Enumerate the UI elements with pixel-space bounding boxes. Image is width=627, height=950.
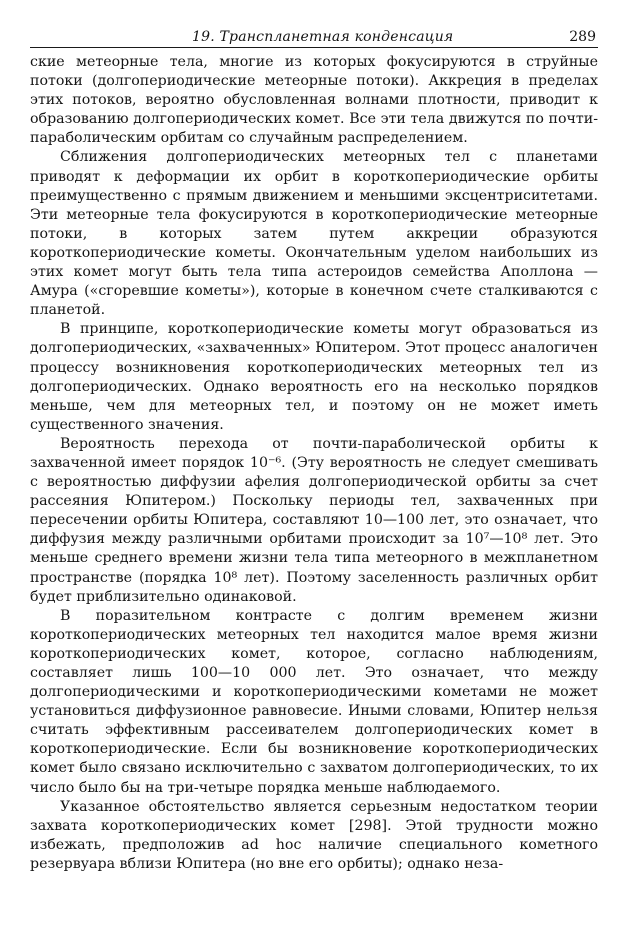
paragraph-6: Указанное обстоятельство является серьезным недостатком теории захвата короткопериодических комет [298]. Этой трудности можно избежать, предположив ad hoc наличие специального кометного резервуара вблизи Юпитера (но вне его орбиты); однако неза- <box>30 798 598 872</box>
paragraph-5: В поразительном контрасте с долгим временем жизни короткопериодических метеорных тел находится малое время жизни короткопериодических комет, которое, согласно наблюдениям, составляет лишь 100—10 000 лет. Это означает, что между долгопериодическими и короткопериодическими кометами не может установиться диффузионное равновесие. Иными словами, Юпитер нельзя считать эффективным рассеивателем долгопериодических комет в короткопериодические. Если бы возникновение короткопериодических комет было связано исключительно с захватом долгопериодических, то их число было бы на три-четыре порядка меньше наблюдаемого. <box>30 607 598 796</box>
book-page <box>30 27 598 874</box>
paragraph-2: Сближения долгопериодических метеорных тел с планетами приводят к деформации их орбит в короткопериодические орбиты преимущественно с прямым движением и меньшими эксцентриситетами. Эти метеорные тела фокусируются в короткопериодические метеорные потоки, в которых затем путем аккреции образуются короткопериодические кометы. Окончательным уделом наибольших из этих комет могут быть тела типа астероидов семейства Аполлона — Амура («сгоревшие кометы»), которые в конечном счете сталкиваются с планетой. <box>30 149 598 319</box>
running-header <box>30 27 598 48</box>
body-text <box>30 53 598 874</box>
page-number: 289 <box>569 29 596 45</box>
paragraph-1: ские метеорные тела, многие из которых фокусируются в струйные потоки (долгопериодические метеорные потоки). Аккреция в пределах этих потоков, вероятно обусловленная волнами плотности, приводит к образованию долгопериодических комет. Все эти тела движутся по почти-параболическим орбитам со случайным распределением. <box>30 54 598 147</box>
paragraph-4: Вероятность перехода от почти-параболической орбиты к захваченной имеет порядок 10⁻⁶. (Эту вероятность не следует смешивать с вероятностью диффузии афелия долгопериодической орбиты за счет рассеяния Юпитером.) Поскольку периоды тел, захваченных при пересечении орбиты Юпитера, составляют 10—100 лет, это означает, что диффузия между различными орбитами происходит за 10⁷—10⁸ лет. Это меньше среднего времени жизни тела типа метеорного в межпланетном пространстве (порядка 10⁸ лет). Поэтому заселенность различных орбит будет приблизительно одинаковой. <box>30 435 598 605</box>
paragraph-3: В принципе, короткопериодические кометы могут образоваться из долгопериодических, «захваченных» Юпитером. Этот процесс аналогичен процессу возникновения короткопериодических метеорных тел из долгопериодических. Однако вероятность его на несколько порядков меньше, чем для метеорных тел, и поэтому он не может иметь существенного значения. <box>30 321 598 433</box>
running-title: 19. Транспланетная конденсация <box>192 29 454 45</box>
